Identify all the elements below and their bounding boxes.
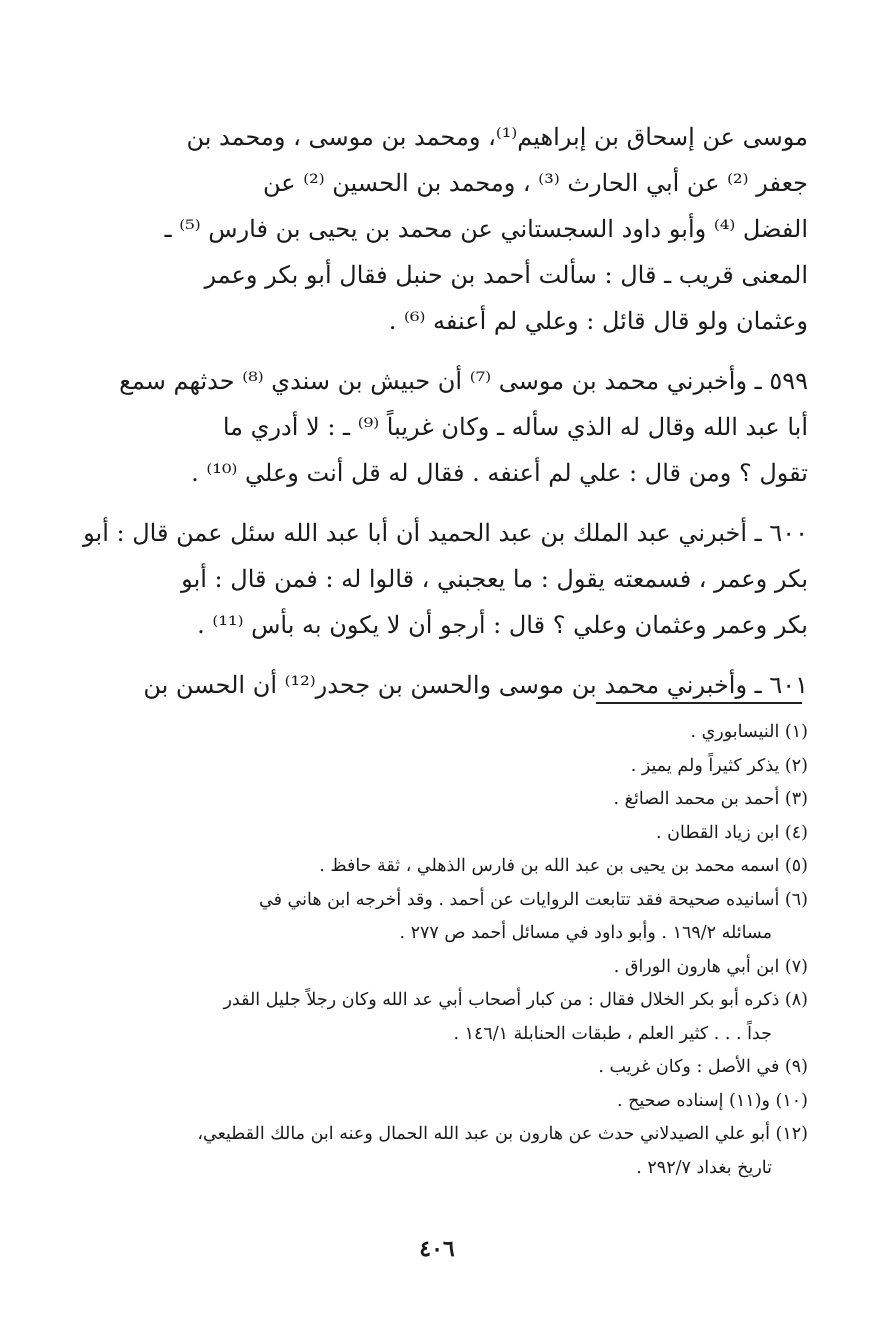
text-line: أبا عبد الله وقال له الذي سأله ـ وكان غريباً ⁽⁹⁾ ـ : لا أدري ما bbox=[222, 413, 808, 441]
footnote-6-continued: مسائله ١٦٩/٢ . وأبو داود في مسائل أحمد ص ٢٧٧ . bbox=[399, 923, 772, 943]
footnote-12-continued: تاريخ بغداد ٢٩٢/٧ . bbox=[636, 1157, 772, 1178]
page-number: ٤٠٦ bbox=[419, 1236, 455, 1262]
text-line: بكر وعمر ، فسمعته يقول : ما يعجبني ، قالوا له : فمن قال : أبو bbox=[181, 565, 808, 593]
footnote-8: (٨) ذكره أبو بكر الخلال فقال : من كبار أصحاب أبي عد الله وكان رجلاً جليل القدر bbox=[223, 990, 808, 1010]
paragraph-599 bbox=[102, 358, 808, 496]
footnote-9: (٩) في الأصل : وكان غريب . bbox=[598, 1057, 808, 1077]
paragraph-intro bbox=[102, 114, 808, 344]
footnote-12: (١٢) أبو علي الصيدلاني حدث عن هارون بن عبد الله الحمال وعنه ابن مالك القطيعي، bbox=[197, 1124, 808, 1144]
footnote-4: (٤) ابن زياد القطان . bbox=[656, 822, 808, 843]
text-line: الفضل ⁽⁴⁾ وأبو داود السجستاني عن محمد بن يحيى بن فارس ⁽⁵⁾ ـ bbox=[164, 215, 808, 243]
text-line: المعنى قريب ـ قال : سألت أحمد بن حنبل فقال أبو بكر وعمر bbox=[204, 261, 808, 289]
footnote-2: (٢) يذكر كثيراً ولم يميز . bbox=[630, 755, 808, 776]
text-line: ٦٠٠ ـ أخبرني عبد الملك بن عبد الحميد أن أبا عبد الله سئل عمن قال : أبو bbox=[83, 519, 808, 547]
footnotes bbox=[102, 716, 808, 1185]
footnote-divider bbox=[596, 702, 802, 704]
footnote-7: (٧) ابن أبي هارون الوراق . bbox=[613, 956, 808, 977]
text-line: تقول ؟ ومن قال : علي لم أعنفه . فقال له قل أنت وعلي ⁽¹⁰⁾ . bbox=[191, 459, 808, 487]
footnote-6: (٦) أسانيده صحيحة فقد تتابعت الروايات عن أحمد . وقد أخرجه ابن هاني في bbox=[259, 889, 808, 910]
main-text bbox=[83, 114, 808, 708]
footnote-1: (١) النيسابوري . bbox=[690, 722, 808, 742]
text-line: وعثمان ولو قال قائل : وعلي لم أعنفه ⁽⁶⁾ . bbox=[388, 307, 808, 335]
footnote-5: (٥) اسمه محمد بن يحيى بن عبد الله بن فارس الذهلي ، ثقة حافظ . bbox=[319, 856, 808, 876]
footnote-10-11: (١٠) و(١١) إسناده صحيح . bbox=[616, 1090, 808, 1111]
text-line: جعفر ⁽²⁾ عن أبي الحارث ⁽³⁾ ، ومحمد بن الحسين ⁽²⁾ عن bbox=[263, 169, 808, 197]
text-line: ٦٠١ ـ وأخبرني محمد بن موسى والحسن بن جحدر⁽¹²⁾ أن الحسن بن bbox=[143, 671, 808, 699]
text-line: ٥٩٩ ـ وأخبرني محمد بن موسى ⁽⁷⁾ أن حبيش بن سندي ⁽⁸⁾ حدثهم سمع bbox=[119, 367, 808, 395]
text-line: بكر وعمر وعثمان وعلي ؟ قال : أرجو أن لا يكون به بأس ⁽¹¹⁾ . bbox=[197, 611, 808, 639]
text-line: موسى عن إسحاق بن إبراهيم⁽¹⁾، ومحمد بن موسى ، ومحمد بن bbox=[186, 123, 808, 151]
footnote-8-continued: جداً . . . كثير العلم ، طبقات الحنابلة ١٤٦/١ . bbox=[453, 1023, 772, 1044]
footnote-3: (٣) أحمد بن محمد الصائغ . bbox=[613, 789, 808, 809]
paragraph-600 bbox=[83, 510, 808, 648]
